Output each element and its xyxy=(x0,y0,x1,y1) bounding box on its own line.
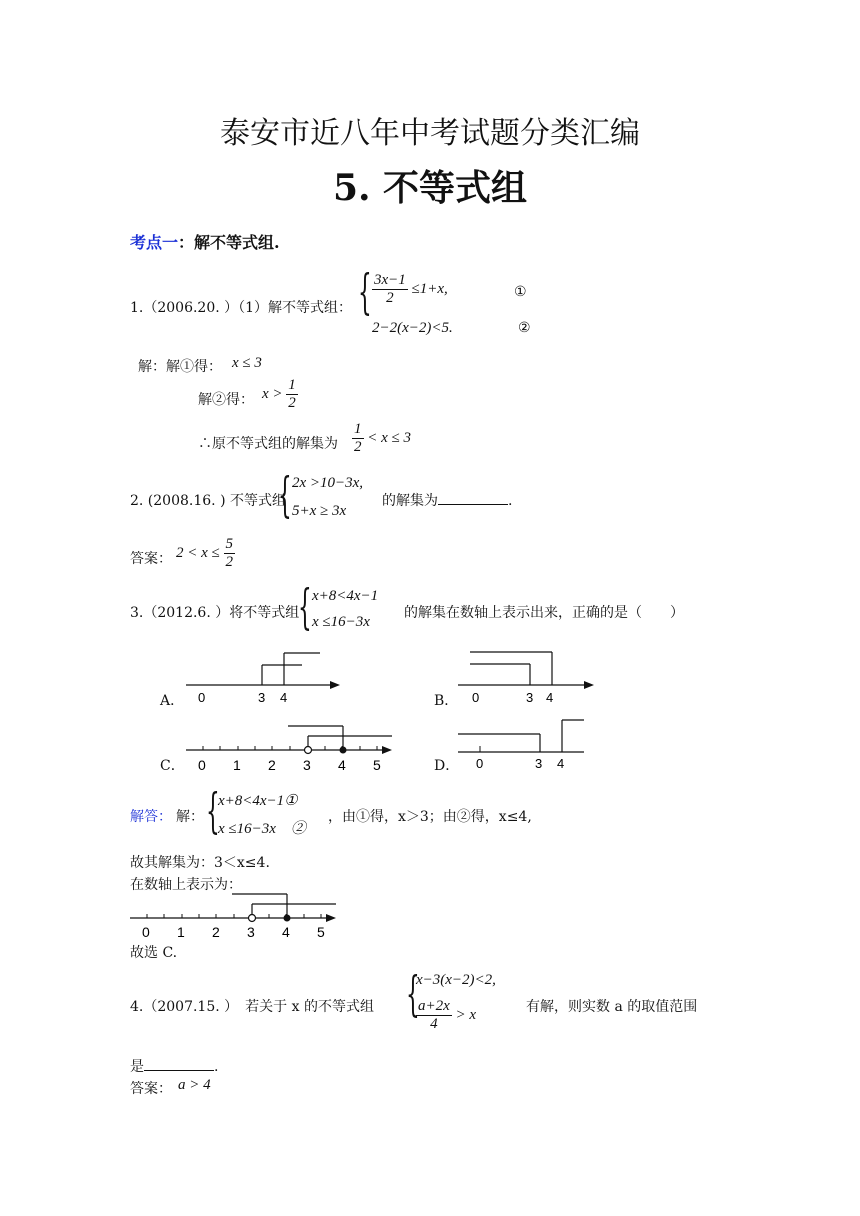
q3-tail: 的解集在数轴上表示出来，正确的是（ ） xyxy=(404,605,684,621)
option-a-numberline xyxy=(184,648,344,708)
q1-sol2: x > $\frac{1}{2}$ xyxy=(262,377,296,411)
tick-label: 1 xyxy=(177,924,185,940)
option-b-numberline xyxy=(456,648,606,708)
q2-ineq2: 5+x ≥ 3x xyxy=(292,503,347,519)
q1-ineq1-frac: $\frac{3x-1}{2}$ xyxy=(374,272,406,306)
tick-label: 3 xyxy=(535,756,543,771)
q4-brace: { xyxy=(406,966,420,1022)
q2-ans-head: 答案： xyxy=(130,551,172,567)
q2-head: 2. (2008.16. ) 不等式组 xyxy=(130,493,286,509)
answer-numberline xyxy=(128,890,348,940)
q3-ans-ineq2: x ≤16−3x ② xyxy=(218,821,306,837)
tick-label: 4 xyxy=(282,924,290,940)
tick-label: 4 xyxy=(338,757,346,773)
q3-ans-tail: ，由①得，x＞3；由②得，x≤4, xyxy=(328,809,532,825)
q4-line2: 是 . xyxy=(130,1059,219,1075)
q4-ans-head: 答案： xyxy=(130,1081,172,1097)
tick-label: 0 xyxy=(472,690,480,705)
tick-label: 3 xyxy=(258,690,266,705)
option-c-numberline xyxy=(184,722,404,777)
q1-sol3-head: ∴原不等式组的解集为 xyxy=(198,436,338,452)
q1-ineq1-rest: ≤1+x, xyxy=(411,280,448,297)
q1-ineq2: 2−2(x−2)<5. xyxy=(372,320,453,336)
q1-ineq1 xyxy=(372,272,448,307)
option-d-numberline xyxy=(456,716,596,776)
q3-ans-ineq1: x+8<4x−1① xyxy=(218,793,298,809)
q3-ans-head: 解： xyxy=(176,809,204,825)
option-a-label: A． xyxy=(160,693,185,709)
tick-label: 4 xyxy=(557,756,565,771)
tick-label: 1 xyxy=(233,757,241,773)
tick-label: 5 xyxy=(373,757,381,773)
q1-mark1: ① xyxy=(514,284,527,300)
kaodian-text: ：解不等式组. xyxy=(178,233,280,252)
q2-tail: 的解集为 . xyxy=(382,493,513,509)
tick-label: 2 xyxy=(212,924,220,940)
kaodian-label: 考点一 xyxy=(130,233,179,252)
q3-ans-brace: { xyxy=(206,783,220,839)
q1-brace: { xyxy=(358,264,372,320)
q4-ineq2: $\frac{a+2x}{4}$ > x xyxy=(418,998,477,1032)
q3-set-line: 故其解集为：3＜x≤4. xyxy=(130,855,270,871)
option-b-label: B． xyxy=(434,693,459,709)
q1-sol3: $\frac{1}{2}$ < x ≤ 3 xyxy=(354,421,412,455)
section-title: 5. 不等式组 xyxy=(332,167,528,209)
tick-label: 4 xyxy=(546,690,554,705)
q3-choose: 故选 C. xyxy=(130,945,178,961)
q3-ineq1: x+8<4x−1 xyxy=(312,588,379,604)
q4-blank xyxy=(144,1070,214,1071)
q1-sol-head: 解：解①得： xyxy=(138,359,222,375)
tick-label: 2 xyxy=(268,757,276,773)
q4-head: 4.（2007.15. ） 若关于 x 的不等式组 xyxy=(130,999,374,1015)
q1-sol2-head: 解②得： xyxy=(198,392,254,408)
q1-head: 1.（2006.20. ）（1）解不等式组： xyxy=(130,300,353,316)
q2-brace: { xyxy=(278,467,292,523)
q4-tail: 有解，则实数 a 的取值范围 xyxy=(526,999,698,1015)
tick-label: 3 xyxy=(303,757,311,773)
q3-brace: { xyxy=(298,579,312,635)
option-d-label: D． xyxy=(434,758,460,774)
option-c-label: C． xyxy=(160,758,185,774)
q2-ineq1: 2x >10−3x, xyxy=(292,475,364,491)
q4-ineq1: x−3(x−2)<2, xyxy=(416,972,496,988)
tick-label: 0 xyxy=(198,757,206,773)
q2-blank xyxy=(438,504,508,505)
document-title: 泰安市近八年中考试题分类汇编 xyxy=(220,116,640,151)
tick-label: 3 xyxy=(247,924,255,940)
tick-label: 0 xyxy=(476,756,484,771)
q3-ans-label: 解答： xyxy=(130,809,172,825)
q3-axis-line: 在数轴上表示为： xyxy=(130,877,242,893)
tick-label: 5 xyxy=(317,924,325,940)
q1-sol1: x ≤ 3 xyxy=(232,355,262,371)
tick-label: 0 xyxy=(142,924,150,940)
q3-head: 3.（2012.6. ）将不等式组 xyxy=(130,605,300,621)
q4-ans: a > 4 xyxy=(178,1077,211,1093)
tick-label: 4 xyxy=(280,690,288,705)
q2-ans: 2 < x ≤ $\frac{5}{2}$ xyxy=(176,536,234,570)
q1-mark2: ② xyxy=(518,320,531,336)
tick-label: 3 xyxy=(526,690,534,705)
q3-ineq2: x ≤16−3x xyxy=(312,614,370,630)
kaodian-heading xyxy=(130,230,280,253)
tick-label: 0 xyxy=(198,690,206,705)
